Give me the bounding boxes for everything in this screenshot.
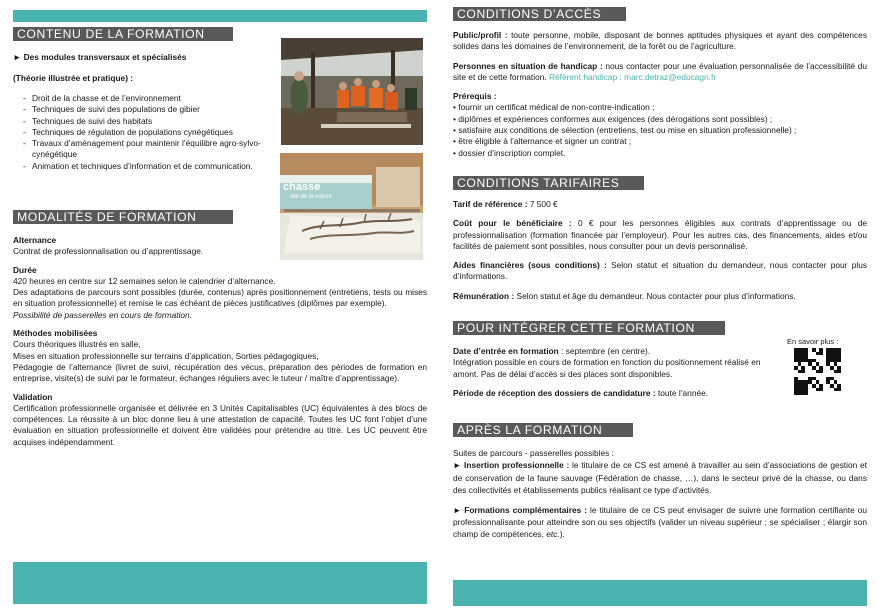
alternance-text: Contrat de professionnalisation ou d’apprentissage. (13, 246, 204, 257)
methodes-text: Mises en situation professionnelle sur terrains d’application, Sorties pédagogiques, (13, 350, 319, 361)
duree-text: Des adaptations de parcours sont possibles (durée, contenus) après positionnement (entretiens, tests ou mises en situation professionnelle) et remise le cas échéant de pièces justificatives (diplômes par exemple). (13, 287, 427, 309)
contenu-sub: (Théorie illustrée et pratique) : (13, 73, 134, 83)
integrer-body: Date d’entrée en formation : septembre (en centre). Intégration possible en cours de formation en fonction du positionnement réalisé en amont. Pas de délai d’accès si des places sont disponibles. Période de réception des dossiers de candidature : toute l’année. (453, 346, 761, 398)
photo-sign-subtext: rée de la nature (290, 194, 333, 200)
conditions-tarifaires-body: Tarif de référence : 7 500 € Coût pour le bénéficiaire : 0 € pour les personnes éligibles aux contrats d’apprentissage ou de professionnalisation (formation financée par l’employeur). Pour les autres cas, des financements, aides et/ou facilités de paiement sont possibles, nous consulter pour un devis personnalisé. Aides financières (sous conditions) : Selon statut et situation du demandeur, nous contacter pour plus d’informations. Rémunération : Selon statut et âge du demandeur. Nous contacter pour plus d’informations. (453, 199, 868, 301)
section-header-apres: APRÈS LA FORMATION (453, 423, 633, 437)
handicap-contact-link[interactable]: Référent handicap : marc.detraz@educagri.fr (549, 71, 717, 82)
top-teal-band (13, 10, 427, 22)
contenu-bullet: ► Des modules transversaux et spécialisés (13, 52, 187, 62)
bottom-teal-band-right (453, 580, 867, 606)
list-item: • satisfaire aux conditions de sélection (entretiens, test ou mise en situation professionnelle) ; (453, 125, 797, 136)
validation-title: Validation (13, 391, 53, 402)
methodes-title: Méthodes mobilisées (13, 328, 98, 339)
list-item: • dossier d’inscription complet. (453, 147, 566, 158)
section-header-conditions-acces: CONDITIONS D’ACCÈS (453, 7, 626, 21)
section-header-modalites: MODALITÉS DE FORMATION (13, 210, 233, 224)
list-item: • être éligible à l’alternance et signer un contrat ; (453, 136, 632, 147)
list-item: - Techniques de suivi des populations de gibier (23, 104, 271, 115)
section-header-conditions-tarifaires: CONDITIONS TARIFAIRES (453, 176, 644, 190)
duree-text: 420 heures en centre sur 12 semaines selon le calendrier d’alternance. (13, 275, 276, 286)
methodes-text: Pédagogie de l’alternance (livret de suivi, récupération des vécus, préparation des périodes de formation en entreprise, visite(s) de suivi par le formateur, échanges réguliers avec le tuteur / maître d’apprentissage). (13, 361, 427, 384)
duree-title: Durée (13, 264, 37, 275)
photo-forest-shelter (281, 38, 423, 145)
list-item: - Techniques de régulation de populations cynégétiques (23, 127, 271, 138)
list-item: - Droit de la chasse et de l’environnement (23, 93, 271, 104)
section-header-contenu: CONTENU DE LA FORMATION (13, 27, 233, 41)
contenu-list (23, 93, 271, 172)
apres-body: Suites de parcours - passerelles possibles : ► Insertion professionnelle : le titulaire de ce CS est amené à travailler au sein d’associations de gestion et de conservation de la faune sauvage (Fédération de chasse, …), dans le secteur privé de la chasse, ou dans des collectivités et établissements publics réalisant ce type d’activités. ► Formations complémentaires : le titulaire de ce CS peut envisager de suivre une formation certifiante ou professionnalisante pour atteindre son ou ses objectifs (valider un niveau supérieur ; se spécialiser ; élargir son champ de compétences, etc.). (453, 448, 867, 540)
list-item: • diplômes et expériences conformes aux exigences (des dérogations sont possibles) ; (453, 113, 773, 124)
modalites-body (13, 235, 427, 448)
list-item: - Techniques de suivi des habitats (23, 116, 271, 127)
section-header-integrer: POUR INTÉGRER CETTE FORMATION (453, 321, 725, 335)
bottom-teal-band-left (13, 562, 427, 604)
methodes-text: Cours théoriques illustrés en salle, (13, 339, 141, 350)
list-item: • fournir un certificat médical de non-contre-indication ; (453, 102, 655, 113)
list-item: - Animation et techniques d’information et de communication. (23, 161, 271, 172)
qr-code[interactable] (794, 348, 841, 395)
savoir-plus-label: En savoir plus : (787, 337, 839, 346)
conditions-acces-body: Public/profil : toute personne, mobile, disposant de bonnes aptitudes physiques et ayant des compétences solides dans les domaines de l’environnement, de la forêt ou de l’agriculture. Personnes en situation de handicap : nous contacter pour une évaluation personnalisée de l’accessibilité du site et de cette formation. Référent handicap : marc.detraz@educagri.fr Prérequis : • fournir un certificat médical de non-contre-indication ; • diplômes et expériences conformes aux exigences (des dérogations sont possibles) ; • satisfaire aux conditions de sélection (entretiens, test ou mise en situation professionnelle) ; • être éligible à l’alternance et signer un contrat ; • dossier d’inscription complet. (453, 30, 867, 158)
photo-sign-text: chasse (283, 181, 321, 193)
alternance-title: Alternance (13, 235, 57, 245)
validation-text: Certification professionnelle organisée et délivrée en 3 Unités Capitalisables (UC) équivalentes à des blocs de compétences. La réussite à un bloc donne lieu à une attestation de capacité. Toutes les UC font l’objet d’une évaluation en situation professionnelle et doivent être validées pour prétendre au titre. Les UC peuvent être acquises indépendamment. (13, 402, 427, 447)
list-item: - Travaux d’aménagement pour maintenir l’équilibre agro-sylvo-cynégétique (23, 138, 271, 161)
duree-note: Possibilité de passerelles en cours de formation. (13, 309, 193, 320)
